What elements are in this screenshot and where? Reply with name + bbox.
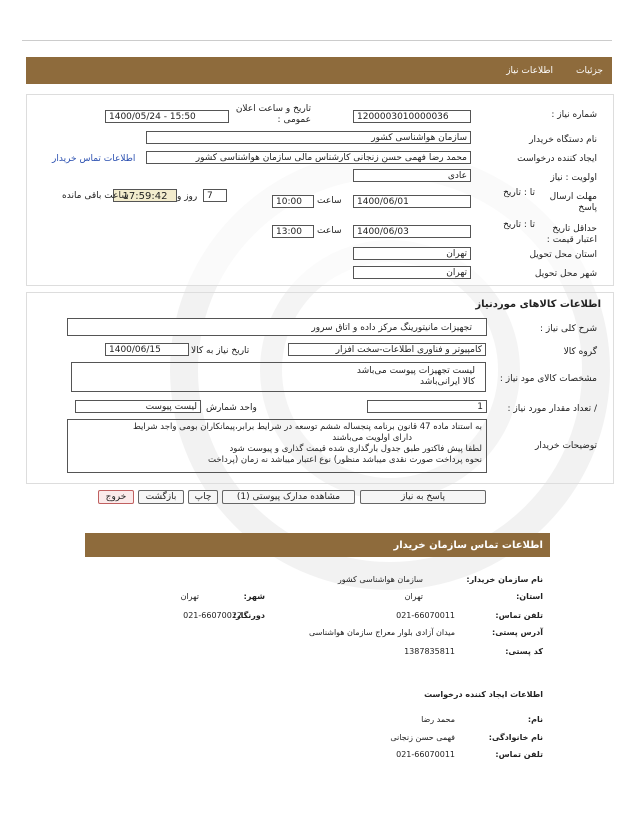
validity-date-field: 1400/06/03 [353, 225, 471, 238]
priority-field: عادی [353, 169, 471, 182]
tab-details[interactable]: جزئیات [576, 66, 603, 76]
notes-label: توضیحات خریدار [534, 441, 597, 451]
notes-line-3: لطفا پیش فاکتور طبق جدول بارگذاری شده قیمت گذاری و پیوست شود [229, 444, 482, 454]
days-field: 7 [203, 189, 227, 202]
spec-line-2: کالا ایرانی‌باشد [419, 377, 475, 387]
announce-label: تاریخ و ساعت اعلان عمومی : [235, 104, 311, 125]
print-button[interactable]: چاپ [188, 490, 218, 504]
remaining-label: ساعت باقی مانده [62, 191, 129, 201]
notes-box [67, 419, 487, 473]
spec-box [71, 362, 486, 392]
days-label: روز و [177, 192, 198, 202]
notes-line-1: به استناد ماده 47 قانون برنامه پنجساله ششم توسعه در شرایط برابر،پیمانکاران بومی واجد شرایط [132, 422, 482, 432]
contact-org: سازمان هواشناسی کشور [337, 575, 423, 584]
deadline-label: مهلت ارسال پاسخ [549, 192, 597, 213]
contact-org-label: نام سازمان خریدار: [466, 575, 543, 584]
top-divider [22, 40, 612, 41]
contact-city-label: شهر: [243, 592, 265, 601]
buyer-contact-link[interactable]: اطلاعات تماس خریدار [52, 154, 136, 164]
contact-title: اطلاعات تماس سازمان خریدار [393, 540, 543, 551]
requester-family: فهمی حسن زنجانی [390, 733, 455, 742]
contact-province-label: استان: [516, 592, 543, 601]
requester-phone-label: تلفن تماس: [495, 750, 543, 759]
qty-field: 1 [367, 400, 487, 413]
deadline-time-field: 10:00 [272, 195, 314, 208]
announce-field: 1400/05/24 - 15:50 [105, 110, 229, 123]
contact-address-label: آدرس پستی: [492, 628, 543, 637]
contact-fax-label: دورنگار: [232, 611, 265, 620]
group-field: کامپیوتر و فناوری اطلاعات-سخت افزار [288, 343, 486, 356]
contact-phone: 021-66070011 [396, 611, 455, 620]
remaining-timer: 17:59:42 [113, 189, 177, 202]
qty-label: / تعداد مقدار مورد نیاز : [507, 404, 597, 414]
validity-time-field: 13:00 [272, 225, 314, 238]
priority-label: اولویت : نیاز [550, 173, 597, 183]
spec-line-1: لیست تجهیزات پیوست می‌باشد [356, 366, 475, 376]
contact-phone-label: تلفن تماس: [495, 611, 543, 620]
province-label: استان محل تحویل [529, 250, 597, 260]
unit-label: واحد شمارش [206, 403, 257, 413]
exit-button[interactable]: خروج [98, 490, 134, 504]
summary-label: شرح کلی نیاز : [539, 324, 597, 334]
contact-address: میدان آزادی بلوار معراج سازمان هواشناسی [309, 628, 455, 637]
requester-phone: 021-66070011 [396, 750, 455, 759]
need-number-field: 1200003010000036 [353, 110, 471, 123]
requester-name-label: نام: [527, 715, 543, 724]
contact-city: تهران [180, 592, 199, 601]
deadline-date-field: 1400/06/01 [353, 195, 471, 208]
deadline-until-label: تا : تاریخ [503, 188, 535, 198]
group-label: گروه کالا [563, 347, 597, 357]
requester-name: محمد رضا [421, 715, 455, 724]
requester-title: اطلاعات ایجاد کننده درخواست [424, 690, 543, 699]
province-field: تهران [353, 247, 471, 260]
notes-line-2: دارای اولویت می‌باشند [332, 433, 412, 443]
back-button[interactable]: بازگشت [138, 490, 184, 504]
city-field: تهران [353, 266, 471, 279]
need-number-label: شماره نیاز : [551, 110, 597, 120]
creator-label: ایجاد کننده درخواست [517, 154, 597, 164]
deadline-time-label: ساعت [317, 196, 342, 206]
tab-need-info[interactable]: اطلاعات نیاز [506, 66, 553, 76]
summary-field: تجهیزات مانیتورینگ مرکز داده و اتاق سرور [67, 318, 487, 336]
requester-family-label: نام خانوادگی: [488, 733, 543, 742]
validity-label: حداقل تاریخ اعتبار قیمت : [546, 224, 597, 245]
city-label: شهر محل تحویل [534, 269, 597, 279]
unit-field: لیست پیوست [75, 400, 201, 413]
goods-section-title: اطلاعات کالاهای موردنیاز [475, 299, 601, 310]
creator-field: محمد رضا فهمی حسن زنجانی کارشناس مالی سازمان هواشناسی کشور [146, 151, 471, 164]
notes-line-4: نحوه پرداخت صورت نقدی میباشد منظور) نوع اعتبار میباشد نه زمان (پرداخت [208, 455, 482, 465]
need-date-label: تاریخ نیاز به کالا [191, 346, 250, 356]
reply-button[interactable]: پاسخ به نیاز [360, 490, 486, 504]
contact-fax: 021-66070022 [183, 611, 242, 620]
attachments-button[interactable]: مشاهده مدارک پیوستی (1) [222, 490, 355, 504]
validity-time-label: ساعت [317, 226, 342, 236]
spec-label: مشخصات کالای مود نیاز : [499, 374, 597, 384]
contact-postal: 1387835811 [404, 647, 455, 656]
validity-until-label: تا : تاریخ [503, 220, 535, 230]
contact-province: تهران [404, 592, 423, 601]
buyer-label: نام دستگاه خریدار [529, 135, 597, 145]
need-date-field: 1400/06/15 [105, 343, 189, 356]
contact-postal-label: کد پستی: [505, 647, 543, 656]
buyer-field: سازمان هواشناسی کشور [146, 131, 471, 144]
